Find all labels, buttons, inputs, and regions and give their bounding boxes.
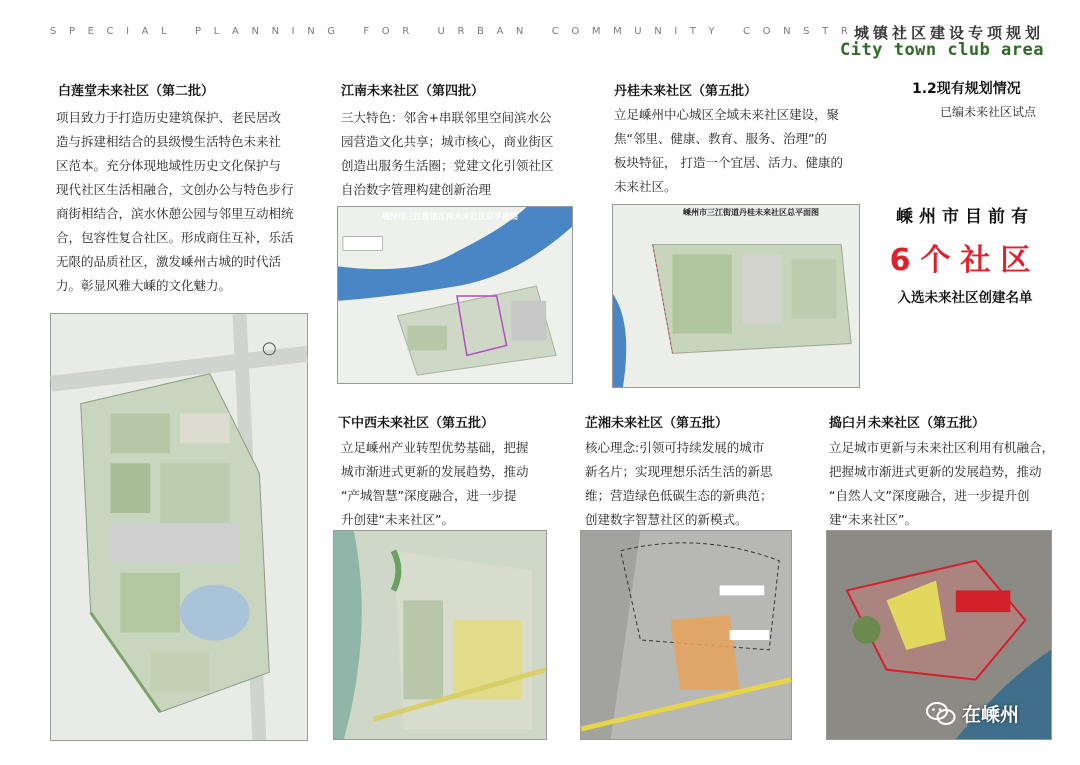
body-line: 合，包容性复合社区。形成商住互补，乐活 <box>56 230 294 245</box>
body-line: 现代社区生活相融合，文创办公与特色步行 <box>56 182 294 197</box>
body-line: 把握城市渐进式更新的发展趋势，推动 <box>829 464 1042 479</box>
watermark-text: 在嵊州 <box>962 704 1020 726</box>
body-line: 核心理念:引领可持续发展的城市 <box>585 440 765 455</box>
map-bailiantang <box>50 313 308 741</box>
watermark <box>926 700 1019 727</box>
body-line: 立足嵊州中心城区全域未来社区建设，聚 <box>614 107 840 122</box>
section-title-jiangnan: 江南未来社区（第四批） <box>341 84 485 99</box>
side-subheading: 已编未来社区试点 <box>940 105 1037 119</box>
wechat-icon <box>926 701 956 727</box>
body-line: “自然人文”深度融合，进一步提升创 <box>829 488 1030 503</box>
section-body-jiangnan <box>341 106 581 202</box>
section-title-dangui: 丹桂未来社区（第五批） <box>614 84 758 99</box>
highlight-line1: 嵊州市目前有 <box>896 207 1034 227</box>
section-title-bailiantang: 白莲堂未来社区（第二批） <box>58 84 215 99</box>
body-line: 升创建“未来社区”。 <box>341 512 454 527</box>
body-line: 立足城市更新与未来社区利用有机融合， <box>829 440 1055 455</box>
body-line: 创建数字智慧社区的新模式。 <box>585 512 748 527</box>
body-line: “产城智慧”深度融合，进一步提 <box>341 488 517 503</box>
body-line: 三大特色：邻舍+串联邻里空间滨水公 <box>341 110 552 125</box>
body-line: 自治数字管理构建创新治理 <box>341 182 492 197</box>
section-title-xiazhongxi: 下中西未来社区（第五批） <box>338 416 495 431</box>
section-body-zhixiang <box>585 436 805 532</box>
body-line: 商街相结合，滨水休憩公园与邻里互动相统 <box>56 206 294 221</box>
section-body-bailiantang <box>56 106 316 298</box>
body-line: 焦“邻里、健康、教育、服务、治理”的 <box>614 131 827 146</box>
body-line: 园营造文化共享；城市核心，商业街区 <box>341 134 554 149</box>
body-line: 区范本。充分体现地域性历史文化保护与 <box>56 158 282 173</box>
header-title-cn: 城镇社区建设专项规划 <box>853 24 1044 42</box>
page-header <box>0 0 1080 70</box>
body-line: 维；营造绿色低碳生态的新典范； <box>585 488 773 503</box>
map-caption-dangui: 嵊州市三江街道丹桂未来社区总平面图 <box>683 208 819 217</box>
body-line: 立足嵊州产业转型优势基础，把握 <box>341 440 529 455</box>
map-jiangnan <box>337 206 573 384</box>
map-caption-jiangnan: 嵊州市三江街道江南未来社区总平面图 <box>382 212 518 221</box>
highlight-line3: 入选未来社区创建名单 <box>897 290 1033 306</box>
body-line: 建“未来社区”。 <box>829 512 917 527</box>
body-line: 项目致力于打造历史建筑保护、老民居改 <box>56 110 282 125</box>
map-xiazhongxi <box>333 530 547 740</box>
body-line: 未来社区。 <box>614 179 677 194</box>
header-title-en: City town club area <box>840 40 1044 60</box>
section-title-zhixiang: 芷湘未来社区（第五批） <box>585 416 729 431</box>
map-zhixiang <box>580 530 792 740</box>
section-body-dangui <box>614 103 864 199</box>
side-heading: 1.2现有规划情况 <box>912 81 1021 97</box>
map-dangui <box>612 204 860 388</box>
body-line: 城市渐进式更新的发展趋势，推动 <box>341 464 529 479</box>
highlight-count: 6个社区 <box>889 243 1041 278</box>
body-line: 新名片；实现理想乐活生活的新思 <box>585 464 773 479</box>
body-line: 板块特征， 打造一个宜居、活力、健康的 <box>614 155 843 170</box>
section-body-xiazhongxi <box>341 436 561 532</box>
body-line: 力。彰显风雅大嵊的文化魅力。 <box>56 278 232 293</box>
section-title-daojiupan: 捣臼爿未来社区（第五批） <box>829 416 986 431</box>
body-line: 无限的品质社区，激发嵊州古城的时代活 <box>56 254 282 269</box>
body-line: 创造出服务生活圈；党建文化引领社区 <box>341 158 554 173</box>
body-line: 造与拆建相结合的县级慢生活特色未来社 <box>56 134 282 149</box>
header-spaced-english: SPECIAL PLANNING FOR URBAN COMMUNITY CONSTRUCTI <box>50 26 935 37</box>
section-body-daojiupan <box>829 436 1069 532</box>
